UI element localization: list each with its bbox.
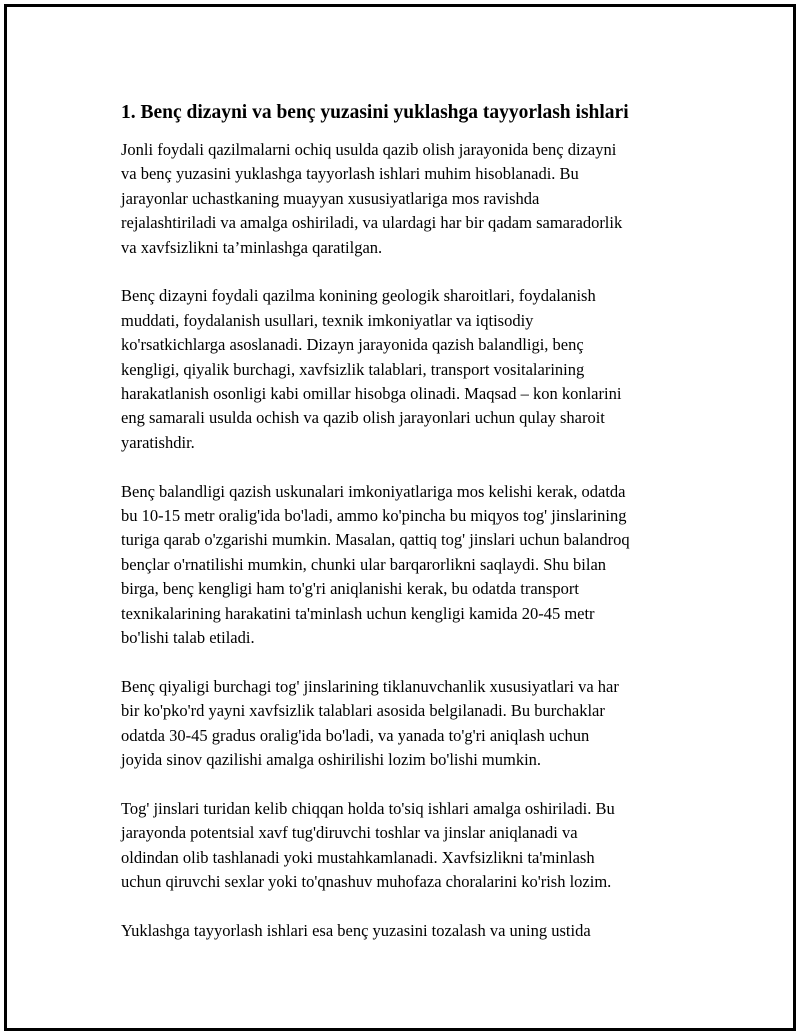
paragraph-scaling: Tog' jinslari turidan kelib chiqqan holda to'siq ishlari amalga oshiriladi. Bu jarayonda potentsial xavf tug'diruvchi toshlar va jinslar aniqlanadi va oldindan olib tashlanadi yoki mustahkamlanadi. Xavfsizlikni ta'minlash uchun qiruvchi sexlar yoki to'qnashuv muhofaza choralarini ko'rish lozim. [121,798,615,892]
paragraph-bench-slope: Benç qiyaligi burchagi tog' jinslarining tiklanuvchanlik xususiyatlari va har bir ko'pko'rd yayni xavfsizlik talablari asosida belgilanadi. Bu burchaklar odatda 30-45 gradus oralig'ida bo'ladi, va yanada to'g'ri aniqlash uchun joyida sinov qazilishi amalga oshirilishi lozim bo'lishi mumkin. [121,676,619,770]
paragraph-intro: Jonli foydali qazilmalarni ochiq usulda qazib olish jarayonida benç dizayni va benç yuzasini yuklashga tayyorlash ishlari muhim hisoblanadi. Bu jarayonlar uchastkaning muayyan xususiyatlariga mos ravishda rejalashtiriladi va amalga oshiriladi, va ulardagi har bir qadam samaradorlik va xavfsizlikni ta’minlashga qaratilgan. [121,140,623,257]
paragraph-loading-prep: Yuklashga tayyorlash ishlari esa benç yuzasini tozalash va uning ustida [121,920,591,940]
paragraph-bench-design: Benç dizayni foydali qazilma konining geologik sharoitlari, foydalanish muddati, foydalanish usullari, texnik imkoniyatlar va iqtisodiy ko'rsatkichlarga asoslanadi. Dizayn jarayonida qazish balandligi, benç kengligi, qiyalik burchagi, xavfsizlik talablari, transport vositalarining harakatlanish osonligi kabi omillar hisobga olinadi. Maqsad – kon konlarini eng samarali usulda ochish va qazib olish jarayonlari uchun qulay sharoit yaratishdir. [121,286,622,452]
section-heading: 1. Benç dizayni va benç yuzasini yuklashga tayyorlash ishlari [121,102,629,123]
paragraph-bench-height: Benç balandligi qazish uskunalari imkoniyatlariga mos kelishi kerak, odatda bu 10-15 metr oralig'ida bo'ladi, ammo ko'pincha bu miqyos tog' jinslarining turiga qarab o'zgarishi mumkin. Masalan, qattiq tog' jinslari uchun balandroq bençlar o'rnatilishi mumkin, chunki ular barqarorlikni saqlaydi. Shu bilan birga, benç kengligi ham to'g'ri aniqlanishi kerak, bu odatda transport texnikalarining harakatini ta'minlash uchun kengligi kamida 20-45 metr bo'lishi talab etiladi. [121,481,630,648]
page-frame [4,4,796,1031]
document-body [121,101,701,968]
